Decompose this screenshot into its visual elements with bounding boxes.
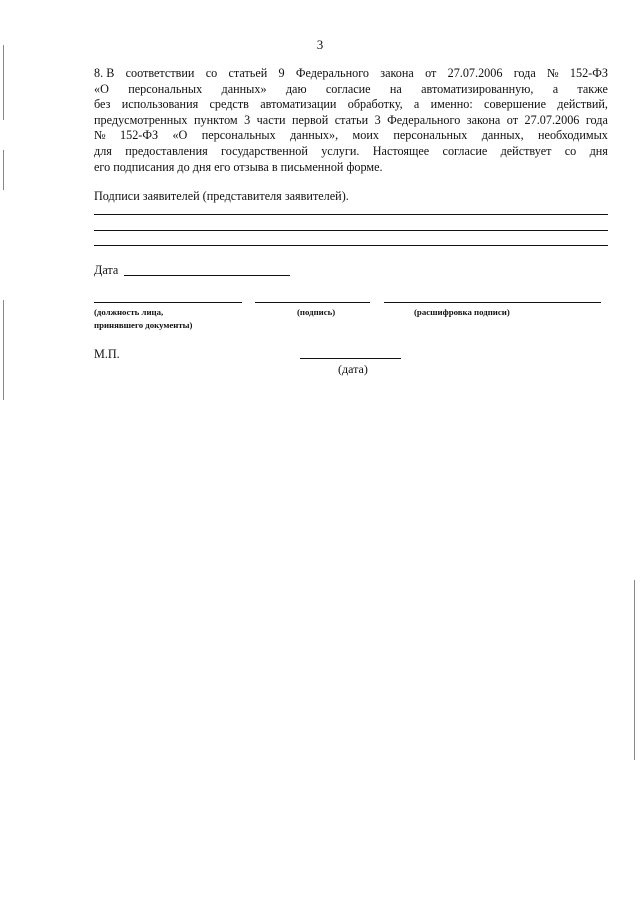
- caption-decode: (расшифровка подписи): [414, 307, 510, 317]
- paragraph-word: от: [425, 66, 437, 80]
- official-decode-line[interactable]: [384, 302, 601, 303]
- applicant-signature-line-1[interactable]: [94, 214, 608, 215]
- paragraph-word: Федерального: [295, 66, 370, 80]
- paragraph-word: необходимых: [538, 128, 608, 143]
- paragraph-word: «О: [94, 81, 109, 96]
- paragraph-word: государственной: [221, 143, 308, 158]
- paragraph-word: предусмотренных: [94, 112, 188, 127]
- scan-artifact-right: [634, 580, 635, 760]
- date-label: Дата: [94, 263, 119, 277]
- paragraph-word: персональных: [393, 128, 468, 143]
- paragraph-word: автоматизации: [260, 97, 337, 112]
- paragraph-word: действий,: [557, 97, 608, 112]
- paragraph-word: 27.07.2006: [524, 112, 580, 127]
- paragraph-word: персональных: [201, 128, 276, 143]
- paragraph-line: [94, 97, 608, 113]
- paragraph-word: со: [564, 143, 577, 158]
- paragraph-word: персональных: [128, 81, 203, 96]
- paragraph-word: моих: [352, 128, 379, 143]
- paragraph-word: автоматизированную,: [421, 81, 534, 96]
- paragraph-word: его подписания до дня его отзыва в письменной форме.: [94, 159, 383, 174]
- paragraph-word: для: [94, 143, 112, 158]
- paragraph-word: закона: [380, 66, 414, 80]
- paragraph-word: использования: [121, 97, 199, 112]
- paragraph-word: данных»: [221, 81, 267, 96]
- paragraph-word: именно:: [430, 97, 473, 112]
- paragraph-word: пунктом: [194, 112, 238, 127]
- consent-paragraph: [94, 66, 608, 175]
- stamp-date-line[interactable]: [300, 358, 401, 359]
- official-signature-line[interactable]: [255, 302, 370, 303]
- paragraph-line: [94, 66, 608, 82]
- paragraph-word: закона: [466, 112, 501, 127]
- paragraph-word: 3: [374, 112, 381, 127]
- paragraph-word: данных»,: [290, 128, 339, 143]
- paragraph-line: [94, 82, 608, 98]
- paragraph-word: обработку,: [347, 97, 403, 112]
- caption-signature: (подпись): [297, 307, 336, 317]
- paragraph-word: соответствии: [125, 66, 195, 80]
- paragraph-line: [94, 160, 608, 176]
- paragraph-word: также: [577, 81, 608, 96]
- paragraph-word: совершение: [484, 97, 546, 112]
- paragraph-word: а: [413, 97, 420, 112]
- paragraph-word: №: [94, 128, 106, 143]
- paragraph-word: года: [585, 112, 608, 127]
- paragraph-word: согласие: [325, 81, 371, 96]
- paragraph-word: дня: [589, 143, 608, 158]
- paragraph-line: [94, 113, 608, 129]
- caption-position-2: принявшего документы): [94, 320, 193, 330]
- paragraph-word: 152-ФЗ: [569, 66, 608, 80]
- caption-position: (должность лица,: [94, 307, 164, 317]
- paragraph-word: от: [506, 112, 519, 127]
- paragraph-word: а: [552, 81, 559, 96]
- caption-date: (дата): [338, 362, 368, 376]
- scan-artifact-left: [3, 45, 4, 120]
- paragraph-word: средств: [209, 97, 249, 112]
- paragraph-word: без: [94, 97, 111, 112]
- paragraph-line: [94, 128, 608, 144]
- scan-artifact-left-3: [3, 300, 4, 400]
- paragraph-word: на: [389, 81, 402, 96]
- paragraph-word: года: [513, 66, 536, 80]
- paragraph-word: согласие: [442, 143, 488, 158]
- scan-artifact-left-2: [3, 150, 4, 190]
- signatures-label: Подписи заявителей (представителя заявителей).: [94, 189, 349, 203]
- paragraph-word: действует: [500, 143, 552, 158]
- paragraph-word: со: [205, 66, 218, 80]
- official-position-line[interactable]: [94, 302, 242, 303]
- paragraph-word: первой: [291, 112, 329, 127]
- paragraph-word: 3: [244, 112, 251, 127]
- applicant-signature-line-2[interactable]: [94, 230, 608, 231]
- paragraph-word: услуги.: [321, 143, 360, 158]
- stamp-label: М.П.: [94, 347, 120, 361]
- paragraph-word: Федерального: [387, 112, 461, 127]
- paragraph-line: [94, 144, 608, 160]
- paragraph-word: части: [256, 112, 286, 127]
- paragraph-word: предоставления: [125, 143, 208, 158]
- paragraph-word: статьи: [334, 112, 369, 127]
- page-number: 3: [316, 37, 324, 52]
- paragraph-word: 9: [278, 66, 285, 80]
- paragraph-word: данных,: [481, 128, 524, 143]
- paragraph-word: 27.07.2006: [447, 66, 503, 80]
- paragraph-word: 8. В: [94, 66, 115, 80]
- paragraph-word: Настоящее: [372, 143, 430, 158]
- paragraph-word: 152-ФЗ: [120, 128, 159, 143]
- applicant-signature-line-3[interactable]: [94, 245, 608, 246]
- paragraph-word: даю: [285, 81, 307, 96]
- paragraph-word: «О: [172, 128, 188, 143]
- paragraph-word: №: [547, 66, 559, 80]
- date-field-line[interactable]: [124, 275, 290, 276]
- paragraph-word: статьей: [228, 66, 268, 80]
